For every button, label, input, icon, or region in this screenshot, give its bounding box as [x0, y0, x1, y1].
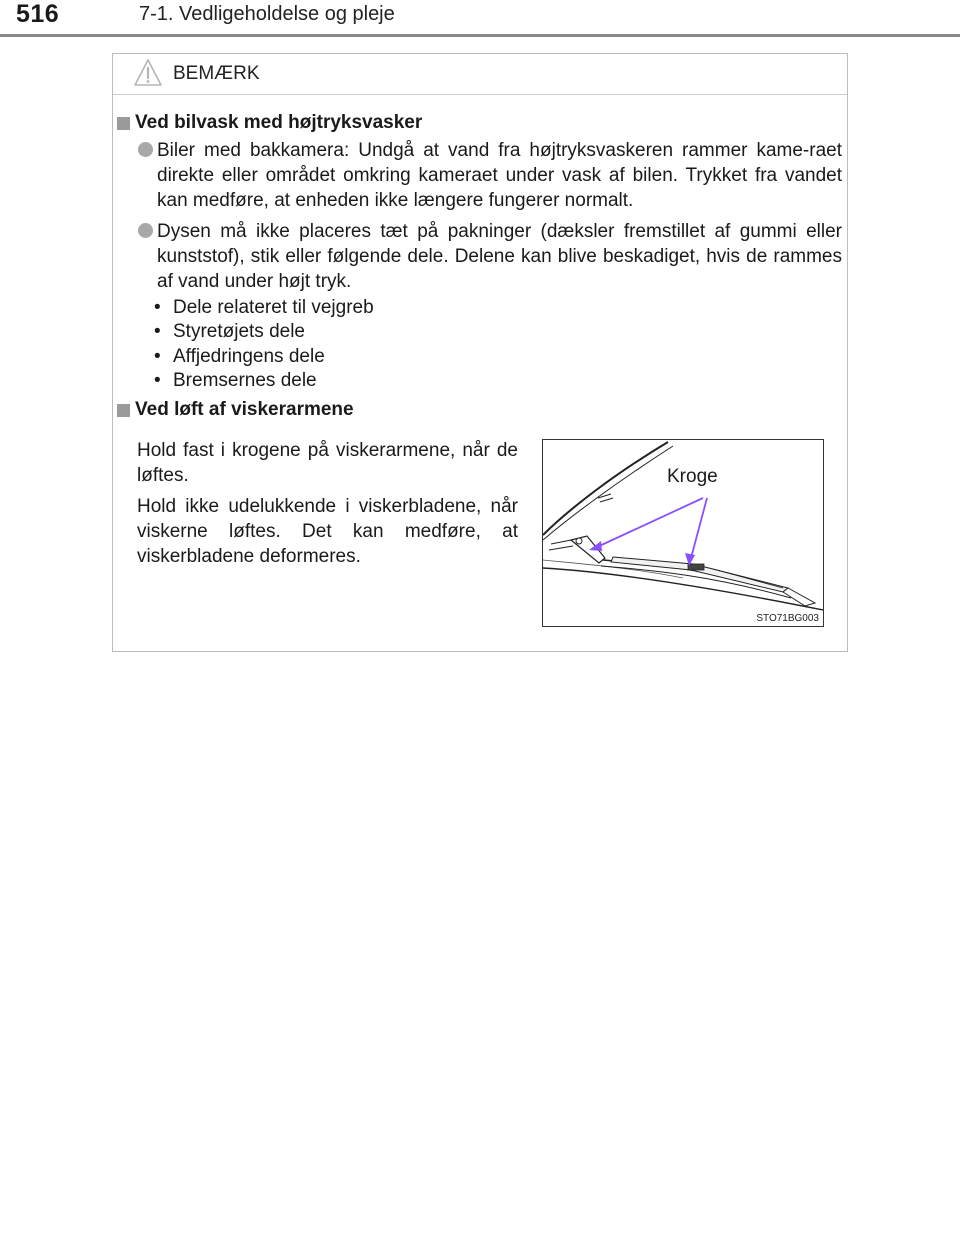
parts-bullet-list — [154, 296, 374, 393]
header-rule — [0, 34, 960, 37]
notice-label: BEMÆRK — [173, 63, 260, 84]
list-dot-marker — [138, 142, 153, 157]
figure-label-hooks: Kroge — [667, 466, 718, 487]
chapter-title: 7-1. Vedligeholdelse og pleje — [139, 3, 395, 25]
paragraph-rear-camera: Biler med bakkamera: Undgå at vand fra højtryksvaskeren rammer kame-raet direkte eller området omkring kameraet under vask af bilen. Trykket fra vandet kan medføre, at enheden ikke længere fungerer normalt. — [157, 140, 842, 211]
list-item: • Affjedringens dele — [154, 345, 374, 369]
paragraph-hold-blades: Hold ikke udelukkende i viskerbladene, når viskerne løftes. Det kan medføre, at viskerbladene deformeres. — [137, 496, 518, 567]
page-number: 516 — [16, 0, 60, 28]
section-heading-pressure-washer: Ved bilvask med højtryksvasker — [135, 112, 423, 133]
list-item: • Bremsernes dele — [154, 369, 374, 393]
notice-box — [112, 53, 848, 652]
paragraph-nozzle-placement: Dysen må ikke placeres tæt på pakninger (dæksler fremstillet af gummi eller kunststof), stik eller følgende dele. Delene kan blive beskadiget, hvis de rammes af vand under højt tryk. — [157, 221, 842, 292]
notice-header — [113, 54, 847, 95]
wiper-figure — [542, 439, 824, 627]
warning-triangle-icon — [133, 58, 163, 93]
paragraph-hold-hooks: Hold fast i krogene på viskerarmene, når de løftes. — [137, 440, 518, 486]
section-heading-wiper-arms: Ved løft af viskerarmene — [135, 399, 354, 420]
figure-code: STO71BG003 — [756, 613, 819, 624]
section-square-marker — [117, 404, 130, 417]
section-square-marker — [117, 117, 130, 130]
list-item: • Dele relateret til vejgreb — [154, 296, 374, 320]
list-dot-marker — [138, 223, 153, 238]
list-item: • Styretøjets dele — [154, 320, 374, 344]
